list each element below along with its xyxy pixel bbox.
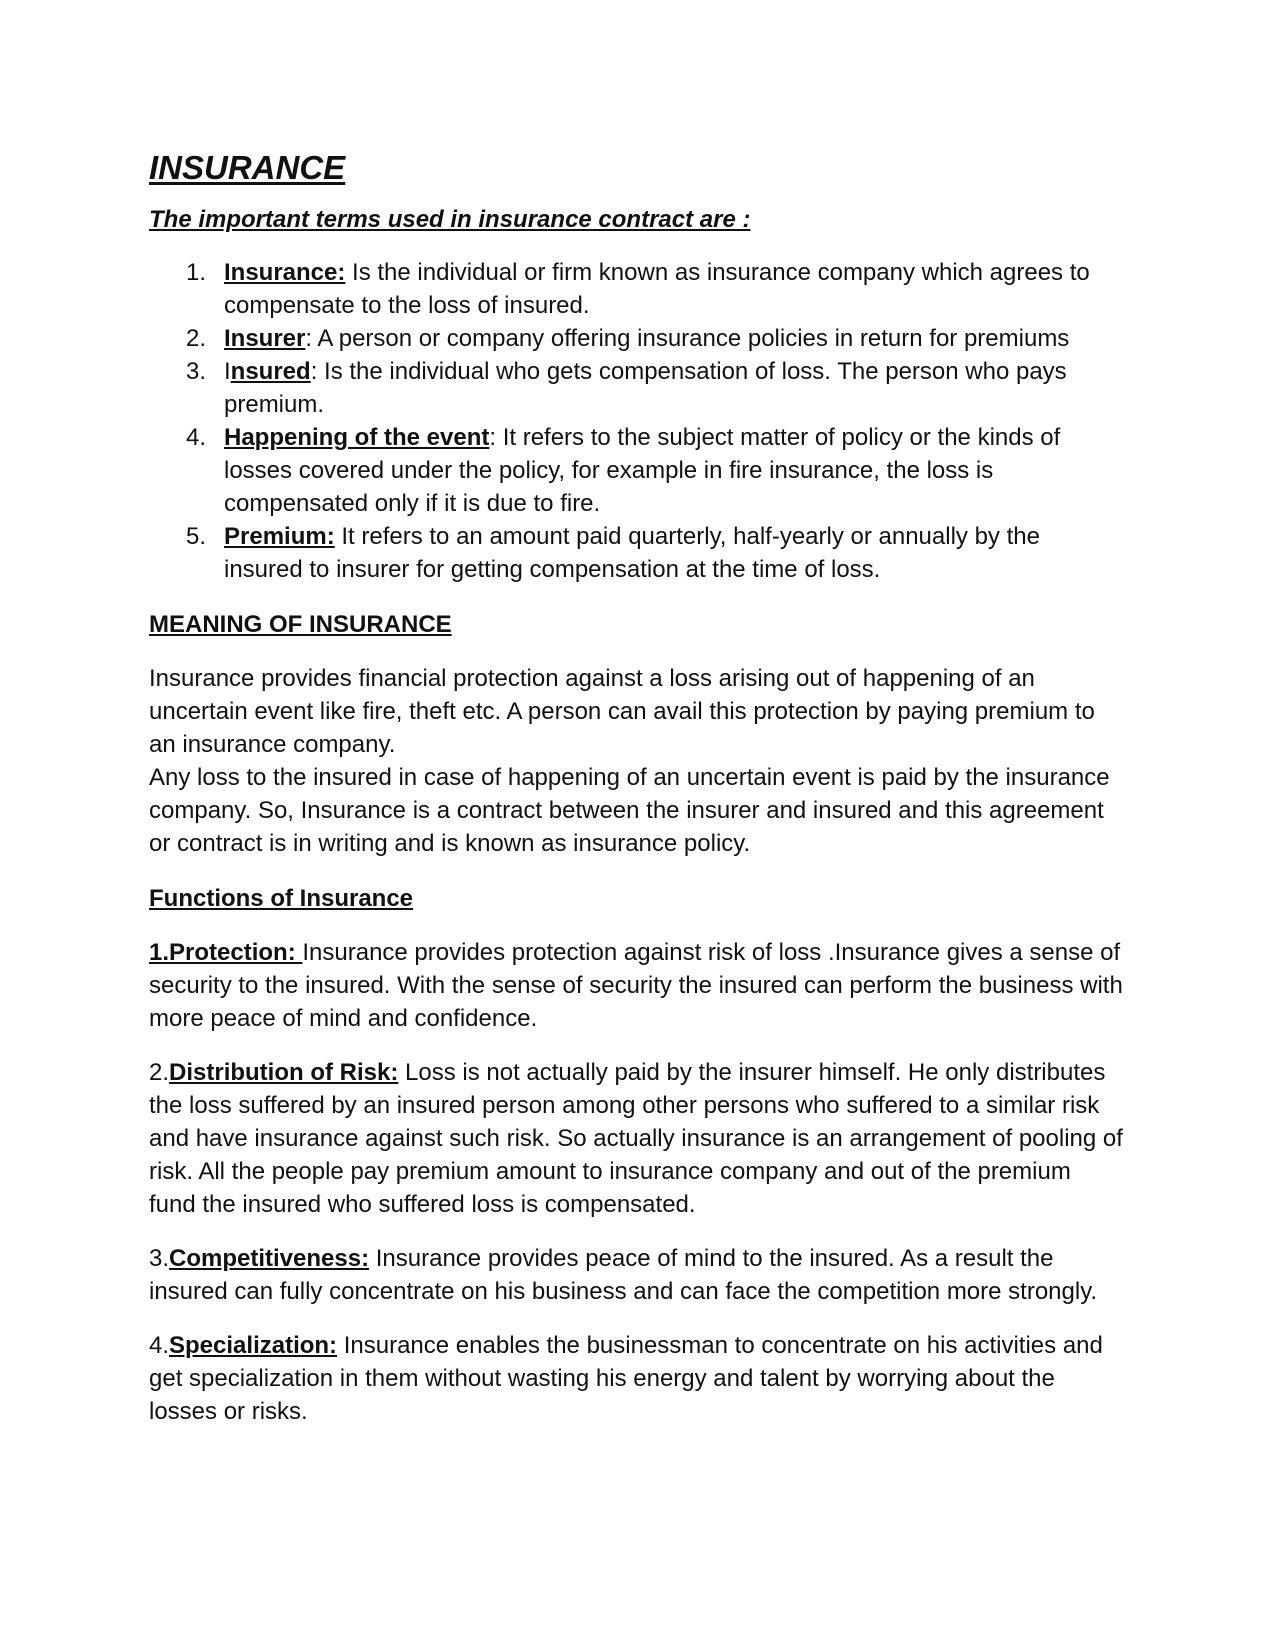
function-term: Competitiveness: (169, 1245, 370, 1272)
term-name: Premium: (224, 523, 335, 550)
list-item-number: 3. (186, 358, 207, 385)
document-page (149, 148, 1124, 1428)
list-item-number: 5. (186, 523, 207, 550)
functions-heading: Functions of Insurance (149, 885, 414, 912)
list-item (149, 520, 1124, 586)
function-text: Insurance provides peace of mind to the insured. As a result the insured can fully concentrate on his business and can face the competition more strongly. (149, 1245, 1098, 1305)
meaning-paragraph: Any loss to the insured in case of happening of an uncertain event is paid by the insurance company. So, Insurance is a contract between the insurer and insured and this agreement or contract is in writing and is known as insurance policy. (149, 764, 1110, 857)
function-item-competitiveness (149, 1242, 1124, 1308)
function-item-protection (149, 936, 1124, 1035)
term-definition: It refers to an amount paid quarterly, half-yearly or annually by the insured to insurer for getting compensation at the time of loss. (224, 523, 1040, 583)
function-prefix: 3. (149, 1245, 170, 1272)
term-definition: : A person or company offering insurance policies in return for premiums (305, 325, 1070, 352)
list-item (149, 421, 1124, 520)
list-item (149, 355, 1124, 421)
list-item-number: 2. (186, 325, 207, 352)
term-definition: Is the individual or firm known as insurance company which agrees to compensate to the loss of insured. (224, 259, 1090, 319)
list-item (149, 256, 1124, 322)
page-title: INSURANCE (149, 149, 346, 186)
function-prefix: 2. (149, 1059, 170, 1086)
meaning-paragraph: Insurance provides financial protection against a loss arising out of happening of an uncertain event like fire, theft etc. A person can avail this protection by paying premium to an insurance company. (149, 665, 1095, 758)
terms-subtitle: The important terms used in insurance contract are : (149, 206, 751, 233)
function-text: Insurance provides protection against risk of loss .Insurance gives a sense of security to the insured. With the sense of security the insured can perform the business with more peace of mind and confidence. (149, 939, 1123, 1032)
list-item-number: 4. (186, 424, 207, 451)
terms-list (149, 256, 1124, 586)
term-definition: : Is the individual who gets compensation of loss. The person who pays premium. (224, 358, 1067, 418)
term-name: Happening of the event (224, 424, 490, 451)
function-text: Insurance enables the businessman to concentrate on his activities and get specialization in them without wasting his energy and talent by worrying about the losses or risks. (149, 1332, 1103, 1425)
term-name: Insurance: (224, 259, 346, 286)
function-item-specialization (149, 1329, 1124, 1428)
function-term: 1.Protection: (149, 939, 303, 966)
function-text: Loss is not actually paid by the insurer himself. He only distributes the loss suffered by an insured person among other persons who suffered to a similar risk and have insurance against such risk. So actually insurance is an arrangement of pooling of risk. All the people pay premium amount to insurance company and out of the premium fund the insured who suffered loss is compensated. (149, 1059, 1123, 1218)
list-item-number: 1. (186, 259, 207, 286)
term-name: nsured (230, 358, 311, 385)
term-name: Insurer (224, 325, 306, 352)
function-term: Specialization: (169, 1332, 338, 1359)
function-prefix: 4. (149, 1332, 170, 1359)
term-prefix: I (224, 358, 231, 385)
meaning-heading: MEANING OF INSURANCE (149, 611, 452, 638)
function-item-distribution-of-risk (149, 1056, 1124, 1221)
term-definition: : It refers to the subject matter of policy or the kinds of losses covered under the policy, for example in fire insurance, the loss is compensated only if it is due to fire. (224, 424, 1061, 517)
list-item (149, 322, 1124, 355)
function-term: Distribution of Risk: (169, 1059, 399, 1086)
